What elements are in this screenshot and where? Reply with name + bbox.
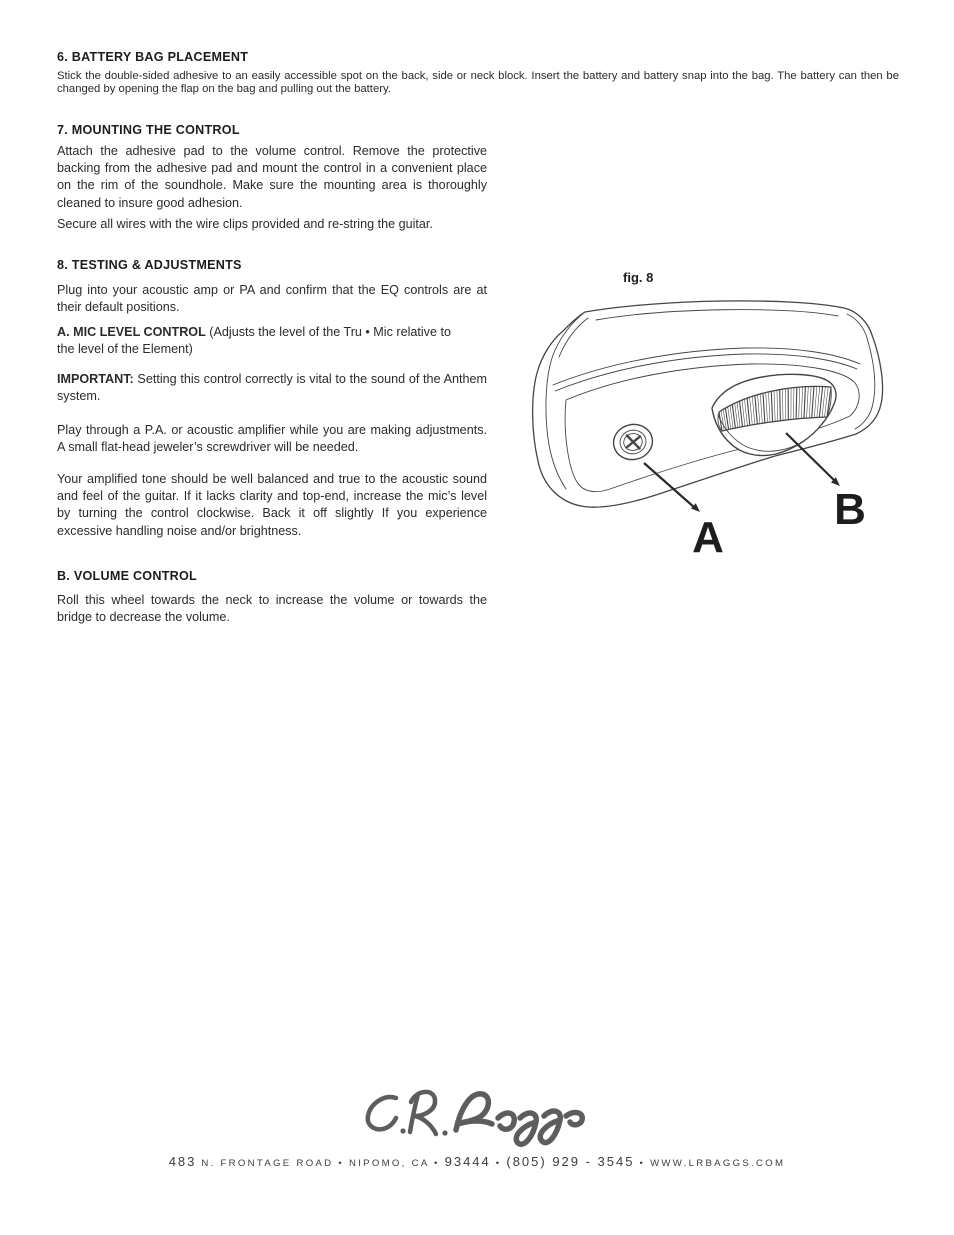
section7-heading: 7. MOUNTING THE CONTROL <box>57 123 240 137</box>
section6-heading: 6. BATTERY BAG PLACEMENT <box>57 50 249 64</box>
section7-body: Attach the adhesive pad to the volume control. Remove the protective backing from the adhesive pad and mount the control in a convenient place on the rim of the soundhole. Make sure the mounting area is thoroughly cleaned to insure good adhesion. <box>57 144 487 210</box>
mic-level-screw <box>610 421 655 463</box>
important-text: Setting this control correctly is vital to the sound of the Anthem system. <box>57 372 487 404</box>
mic-level-paragraph <box>57 324 471 358</box>
section6-body: Stick the double-sided adhesive to an easily accessible spot on the back, side or neck block. Insert the battery and battery snap into the bag. The battery can then be changed by opening the flap on the bag and pulling out the battery. <box>57 70 899 96</box>
footer-street-city: N. FRONTAGE ROAD • NIPOMO, CA • <box>196 1158 445 1169</box>
volume-wheel-recess <box>712 374 836 455</box>
lr-baggs-signature-logo <box>358 1080 590 1154</box>
callout-a-arrow <box>644 463 695 508</box>
footer-street-number: 483 <box>168 1154 197 1169</box>
label-a: A <box>692 513 724 562</box>
play-through-paragraph: Play through a P.A. or acoustic amplifier while you are making adjustments. A small flat-head jeweler’s screwdriver will be needed. <box>57 423 487 455</box>
footer-address <box>0 1153 954 1171</box>
footer-zip: 93444 <box>444 1154 491 1169</box>
mic-level-desc: (Adjusts the level of the Tru • Mic relative to the level of the Element) <box>57 325 451 357</box>
figure-8-caption: fig. 8 <box>623 270 654 285</box>
footer-separator: • <box>490 1158 507 1169</box>
mic-level-heading: A. MIC LEVEL CONTROL <box>57 325 206 339</box>
volume-control-body: Roll this wheel towards the neck to increase the volume or towards the bridge to decrease the volume. <box>57 593 487 625</box>
section8-intro: Plug into your acoustic amp or PA and confirm that the EQ controls are at their default positions. <box>57 283 487 315</box>
section8-heading: 8. TESTING & ADJUSTMENTS <box>57 258 242 272</box>
important-label: IMPORTANT: <box>57 372 134 386</box>
footer-phone: (805) 929 - 3545 <box>506 1154 635 1169</box>
footer-website: • WWW.LRBAGGS.COM <box>634 1158 786 1169</box>
amplified-tone-paragraph: Your amplified tone should be well balanced and true to the acoustic sound and feel of the guitar. If it lacks clarity and top-end, increase the mic’s level by turning the control clockwise. Back it off slightly If you experience excessive handling noise and/or brightness. <box>57 472 487 538</box>
section7-secure-wires: Secure all wires with the wire clips provided and re-string the guitar. <box>57 217 433 231</box>
callout-b-arrow <box>786 433 835 481</box>
important-paragraph <box>57 371 487 405</box>
label-b: B <box>834 485 866 534</box>
anthem-control-drawing <box>500 265 920 565</box>
volume-control-heading: B. VOLUME CONTROL <box>57 569 197 583</box>
figure-8 <box>500 265 920 565</box>
